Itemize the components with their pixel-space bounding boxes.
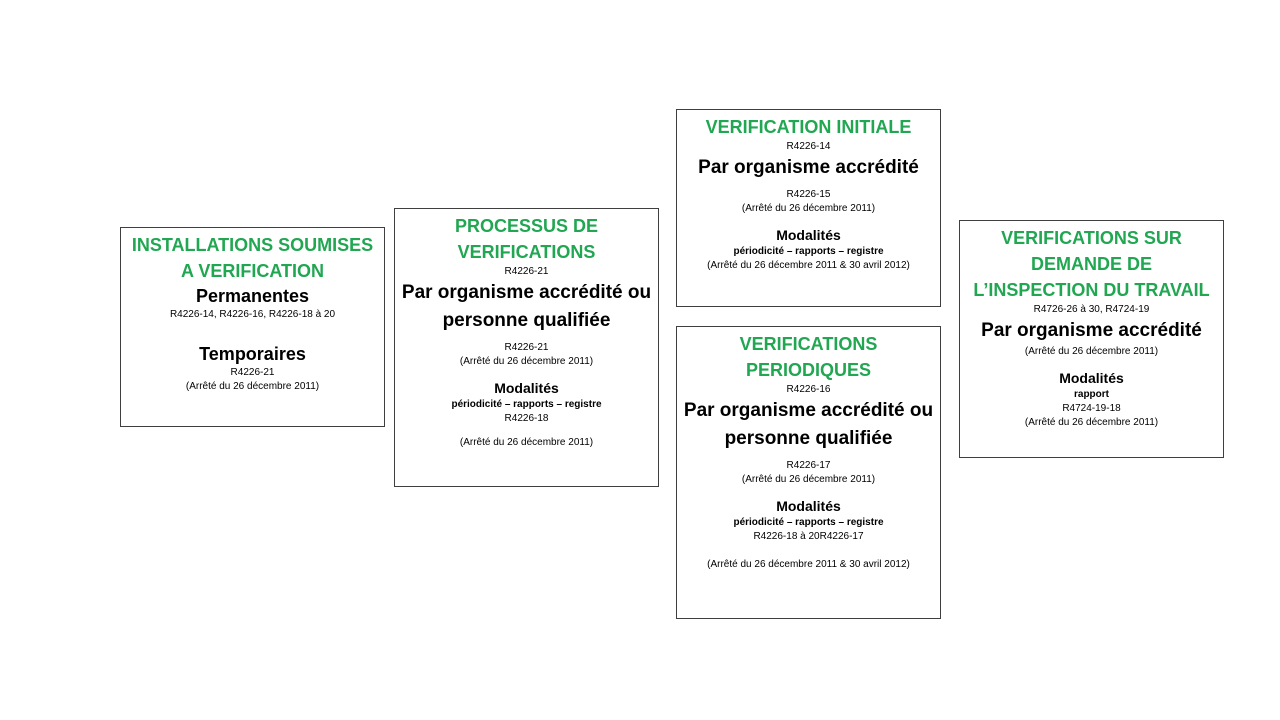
processus-by-line2: personne qualifiée — [442, 310, 611, 331]
permanentes-ref: R4226-14, R4226-16, R4226-18 à 20 — [169, 309, 336, 320]
periodiques-by-line2: personne qualifiée — [724, 428, 893, 449]
initiale-ref1: R4226-14 — [786, 141, 831, 152]
processus-modalites-detail: périodicité – rapports – registre — [451, 399, 602, 410]
initiale-modalites-detail: périodicité – rapports – registre — [733, 246, 884, 257]
verifications-periodiques-box — [676, 326, 941, 619]
processus-title-line2: VERIFICATIONS — [457, 242, 596, 262]
periodiques-title-line1: VERIFICATIONS — [739, 334, 878, 354]
processus-box — [394, 208, 659, 487]
demande-arrete2: (Arrêté du 26 décembre 2011) — [1024, 417, 1159, 428]
periodiques-ref2: R4226-17 — [786, 460, 831, 471]
initiale-arrete2: (Arrêté du 26 décembre 2011 & 30 avril 2012) — [707, 260, 910, 271]
demande-title-line3: L’INSPECTION DU TRAVAIL — [973, 280, 1210, 300]
periodiques-arrete1: (Arrêté du 26 décembre 2011) — [741, 474, 876, 485]
processus-arrete1: (Arrêté du 26 décembre 2011) — [459, 356, 594, 367]
initiale-ref2: R4226-15 — [786, 189, 831, 200]
initiale-modalites-label: Modalités — [776, 227, 841, 243]
periodiques-ref1: R4226-16 — [786, 384, 831, 395]
periodiques-modalites-label: Modalités — [776, 498, 841, 514]
demande-by: Par organisme accrédité — [981, 320, 1202, 341]
installations-title-line1: INSTALLATIONS SOUMISES — [131, 235, 374, 255]
periodiques-modalites-detail: périodicité – rapports – registre — [733, 517, 884, 528]
processus-ref2: R4226-21 — [504, 342, 549, 353]
demande-modalites-detail: rapport — [1074, 389, 1109, 400]
demande-title-line1: VERIFICATIONS SUR — [1001, 228, 1182, 248]
verification-initiale-box — [676, 109, 941, 307]
initiale-by: Par organisme accrédité — [698, 157, 919, 178]
processus-ref1: R4226-21 — [504, 266, 549, 277]
temporaires-ref: R4226-21 — [230, 367, 275, 378]
initiale-title: VERIFICATION INITIALE — [705, 117, 912, 137]
periodiques-by-line1: Par organisme accrédité ou — [683, 400, 934, 421]
periodiques-ref3: R4226-18 à 20R4226-17 — [753, 531, 864, 542]
demande-modalites-label: Modalités — [1059, 370, 1124, 386]
demande-arrete1: (Arrêté du 26 décembre 2011) — [1024, 346, 1159, 357]
processus-title-line1: PROCESSUS DE — [454, 216, 599, 236]
installations-title-line2: A VERIFICATION — [181, 261, 324, 281]
processus-ref3: R4226-18 — [504, 413, 549, 424]
initiale-arrete1: (Arrêté du 26 décembre 2011) — [741, 203, 876, 214]
processus-modalites-label: Modalités — [494, 380, 559, 396]
demande-ref2: R4724-19-18 — [1062, 403, 1121, 414]
periodiques-arrete2: (Arrêté du 26 décembre 2011 & 30 avril 2012) — [707, 559, 910, 570]
demande-title-line2: DEMANDE DE — [1030, 254, 1152, 274]
demande-ref1: R4726-26 à 30, R4724-19 — [1033, 304, 1150, 315]
processus-by-line1: Par organisme accrédité ou — [401, 282, 652, 303]
temporaires-heading: Temporaires — [199, 344, 306, 364]
verifications-demande-box — [959, 220, 1224, 458]
processus-arrete2: (Arrêté du 26 décembre 2011) — [459, 437, 594, 448]
installations-box — [120, 227, 385, 427]
periodiques-title-line2: PERIODIQUES — [745, 360, 872, 380]
permanentes-heading: Permanentes — [195, 286, 310, 306]
temporaires-arrete: (Arrêté du 26 décembre 2011) — [185, 381, 320, 392]
